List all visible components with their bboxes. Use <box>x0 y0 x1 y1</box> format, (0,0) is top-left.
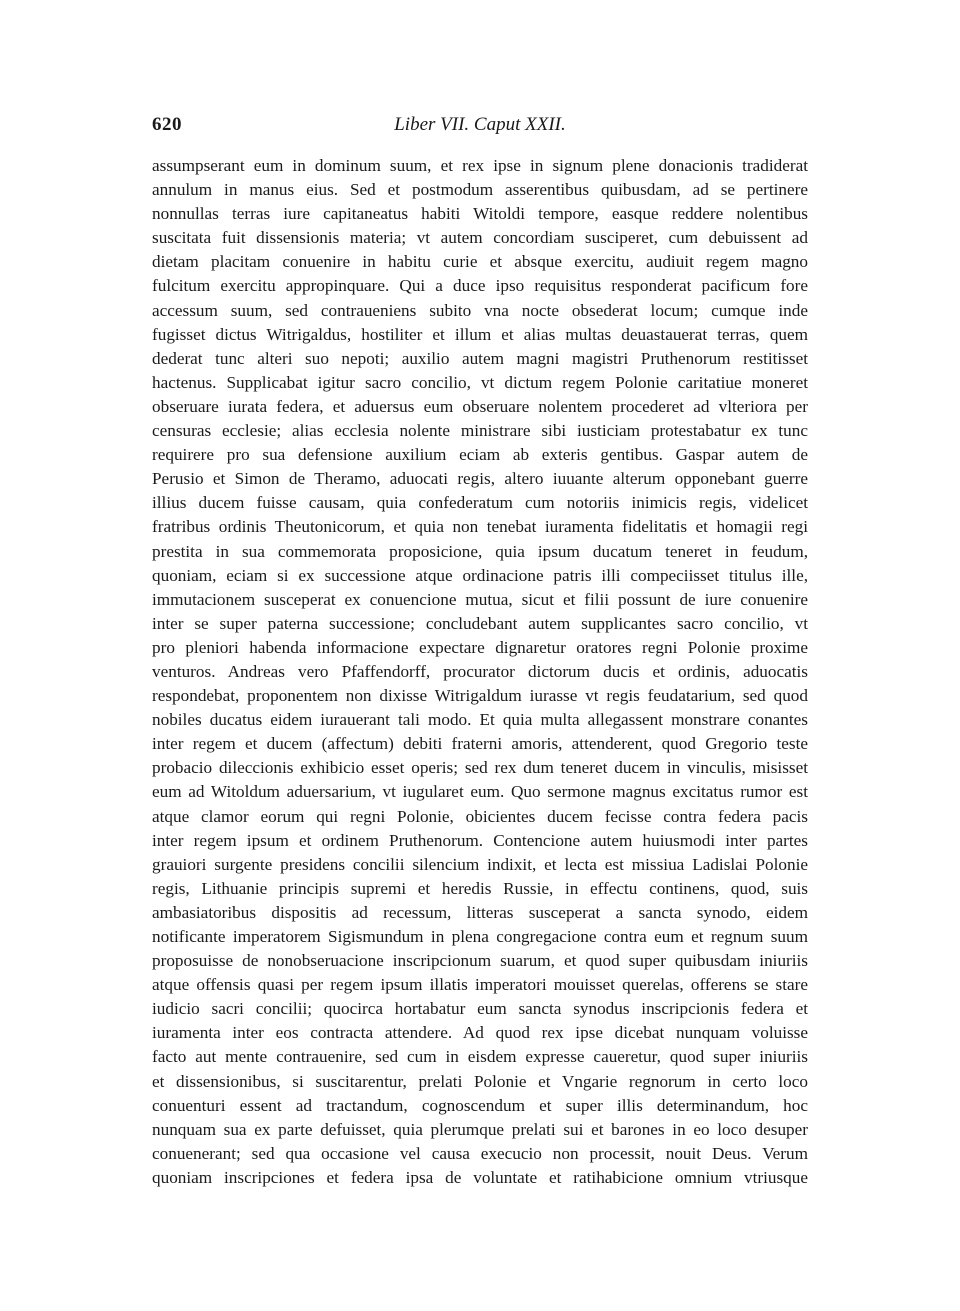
text-line: inter regem ipsum et ordinem Pruthenorum. Contencione autem huiusmodi inter partes <box>152 830 808 850</box>
text-line: conuenerant; sed qua occasione vel causa execucio non processit, nouit Deus. Verum <box>152 1143 808 1163</box>
text-line: quoniam, eciam si ex successione atque ordinacione patris illi compeciisset titulus ille, <box>152 565 808 585</box>
text-line: illius ducem fuisse causam, quia confederatum cum notoriis inimicis regis, videlicet <box>152 493 808 513</box>
text-line: atque offensis quasi per regem ipsum illatis imperatori mouisset querelas, offerens se stare <box>152 975 808 995</box>
text-line: probacio dileccionis exhibicio esset operis; sed rex dum teneret ducem in vinculis, misisset <box>152 758 808 778</box>
text-line: immutacionem susceperat ex conuencione mutua, sicut et filii possunt de iure conuenire <box>152 589 808 609</box>
text-line: ambasiatoribus dispositis ad recessum, litteras susceperat a sancta synodo, eidem <box>152 902 808 922</box>
text-line: hactenus. Supplicabat igitur sacro concilio, vt dictum regem Polonie caritatiue moneret <box>152 372 808 392</box>
text-line: nunquam sua ex parte defuisset, quia plerumque prelati sui et barones in eo loco desuper <box>152 1119 808 1139</box>
text-line: proposuisse de nonobseruacione inscripcionum suarum, et quod super quibusdam iniuriis <box>152 951 808 971</box>
text-line: et dissensionibus, si suscitarentur, prelati Polonie et Vngarie regnorum in certo loco <box>152 1071 808 1091</box>
text-line: suscitata fuit dissensionis materia; vt autem concordiam susciperet, cum debuissent ad <box>152 228 808 248</box>
text-line: nonnullas terras iure capitaneatus habiti Witoldi tempore, easque reddere nolentibus <box>152 204 808 224</box>
page-number: 620 <box>152 114 182 135</box>
running-head: Liber VII. Caput XXII. <box>394 114 566 135</box>
text-line: accessum suum, sed contraueniens subito vna nocte obsederat locum; cumque inde <box>152 300 808 320</box>
text-line: quoniam inscripciones et federa ipsa de voluntate et ratihabicione omnium vtriusque <box>152 1167 808 1187</box>
text-line: requirere pro sua defensione auxilium eciam ab exteris gentibus. Gaspar autem de <box>152 445 808 465</box>
text-line: eum ad Witoldum aduersarium, vt iugularet eum. Quo sermone magnus excitatus rumor est <box>152 782 808 802</box>
page-header <box>152 114 808 144</box>
text-line: regis, Lithuanie principis supremi et heredis Russie, in effectu continens, quod, suis <box>152 878 808 898</box>
text-line: grauiori surgente presidens concilii silencium indixit, et lecta est missiua Ladislai Polonie <box>152 854 808 874</box>
text-line: inter regem et ducem (affectum) debiti fraterni amoris, attenderent, quod Gregorio teste <box>152 734 808 754</box>
text-line: dederat tunc alteri suo nepoti; auxilio autem magni magistri Pruthenorum restitisset <box>152 348 808 368</box>
text-line: assumpserant eum in dominum suum, et rex ipse in signum plene donacionis tradiderat <box>152 156 808 175</box>
text-line: dietam placitam conuenire in habitu curie et absque exercitu, audiuit regem magno <box>152 252 808 272</box>
text-line: venturos. Andreas vero Pfaffendorff, procurator dictorum ducis et ordinis, aduocatis <box>152 661 808 681</box>
text-line: notificante imperatorem Sigismundum in plena congregacione contra eum et regnum suum <box>152 927 808 946</box>
text-line: fratribus ordinis Theutonicorum, et quia non tenebat iuramenta fidelitatis et homagii regi <box>152 517 808 537</box>
text-line: prestita in sua commemorata proposicione, quia ipsum ducatum teneret in feudum, <box>152 541 808 561</box>
body-text <box>152 154 808 1190</box>
text-line: fulcitum exercitu appropinquare. Qui a duce ipso requisitus responderat pacificum fore <box>152 276 808 296</box>
text-line: iuramenta inter eos contracta attendere. Ad quod rex ipse dicebat nunquam voluisse <box>152 1023 808 1043</box>
text-line: atque clamor eorum qui regni Polonie, obicientes ducem fecisse contra federa pacis <box>152 806 808 826</box>
text-line: iudicio sacri concilii; quocirca hortabatur eum sancta synodus inscripcionis federa et <box>152 999 808 1019</box>
text-line: annulum in manus eius. Sed et postmodum asserentibus quibusdam, ad se pertinere <box>152 180 808 200</box>
text-line: censuras ecclesie; alias ecclesia nolente ministrare sibi iusticiam protestabatur ex tunc <box>152 421 808 441</box>
text-line: obseruare iurata federa, et aduersus eum obseruare nolentem procederet ad vlteriora per <box>152 396 808 416</box>
text-line: conuenturi essent ad tractandum, cognoscendum et super illis determinandum, hoc <box>152 1095 808 1115</box>
text-line: Perusio et Simon de Theramo, aduocati regis, altero iuuante alterum opponebant guerre <box>152 469 808 489</box>
text-line: respondebat, proponentem non dixisse Witrigaldum iurasse vt regis feudatarium, sed quod <box>152 686 808 706</box>
text-line: pro pleniori habenda informacione expectare dignaretur oratores regni Polonie proxime <box>152 637 808 657</box>
text-line: nobiles ducatus eidem iurauerant tali modo. Et quia multa allegassent monstrare conantes <box>152 710 808 730</box>
text-line: fugisset dictus Witrigaldus, hostiliter et illum et alias multas deuastauerat terras, quem <box>152 324 808 344</box>
text-line: inter se super paterna successione; concludebant autem supplicantes sacro concilio, vt <box>152 613 808 633</box>
text-line: facto aut mente contrauenire, sed cum in eisdem expresse caueretur, quod super iniuriis <box>152 1047 808 1067</box>
